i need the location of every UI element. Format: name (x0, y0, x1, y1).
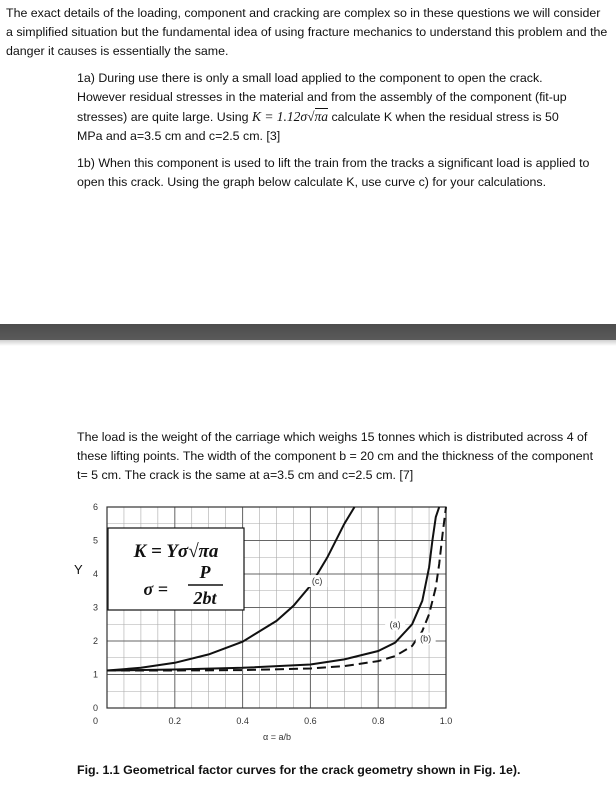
formula-sigma: σ = (143, 579, 168, 599)
formula-numerator: P (199, 562, 211, 582)
x-tick-label-origin: 0 (92, 716, 98, 726)
formula-k: K = Yσ√πa (133, 541, 219, 562)
y-tick-label: 0 (92, 703, 98, 713)
q1a-line-3-start: stresses) are quite large. Using (77, 110, 249, 124)
formula-denominator: 2bt (193, 588, 217, 608)
k-formula-lhs: K = 1.12σ (251, 109, 308, 124)
y-tick-label: 2 (92, 636, 98, 646)
x-tick-label: 0.8 (371, 716, 385, 726)
q1a-line-2: However residual stresses in the material and from the assembly of the component (fit-up (77, 90, 567, 104)
k-formula-radicand: πa (314, 109, 329, 124)
q1a-line-1: 1a) During use there is only a small load applied to the component to open the crack. (77, 71, 543, 85)
y-tick-label: 4 (92, 569, 98, 579)
question-1b: 1b) When this component is used to lift the train from the tracks a significant load is applied to open this crack. Using the graph below calculate K, use curve c) for your calculations. (77, 156, 590, 189)
y-tick-label: 5 (92, 535, 98, 546)
x-tick-label: 0.6 (304, 716, 317, 726)
x-tick-label: 0.2 (168, 716, 182, 726)
x-tick-label: 0.4 (236, 716, 249, 726)
intro-paragraph: The exact details of the loading, component and cracking are complex so in these questions we will consider a simplified situation but the fundamental idea of using fracture mechanics to understand this problem and the danger it causes is essentially the same. (6, 6, 608, 58)
figure-caption: Fig. 1.1 Geometrical factor curves for the crack geometry shown in Fig. 1e). (77, 763, 521, 777)
q1a-line-3-end: calculate K when the residual stress is 50 (331, 110, 559, 124)
curve-label-a: (a) (389, 619, 401, 630)
curve-label-c: (c) (311, 576, 323, 587)
y-tick-label: 6 (92, 502, 98, 512)
sqrt-sign: √ (307, 109, 315, 124)
load-paragraph: The load is the weight of the carriage which weighs 15 tonnes which is distributed across 4 of these lifting points. The width of the component b = 20 cm and the thickness of the component t= 5 cm. The crack is the same at a=3.5 cm and c=2.5 cm. [7] (77, 430, 594, 482)
y-tick-label: 1 (92, 669, 98, 680)
x-tick-label: 1.0 (439, 716, 453, 726)
q1a-line-4: MPa and a=3.5 cm and c=2.5 cm. [3] (77, 129, 281, 143)
y-tick-label: 3 (92, 602, 98, 613)
x-axis-label: α = a/b (263, 732, 291, 742)
y-axis-label: Y (74, 562, 83, 577)
curve-label-b: (b) (420, 633, 432, 644)
